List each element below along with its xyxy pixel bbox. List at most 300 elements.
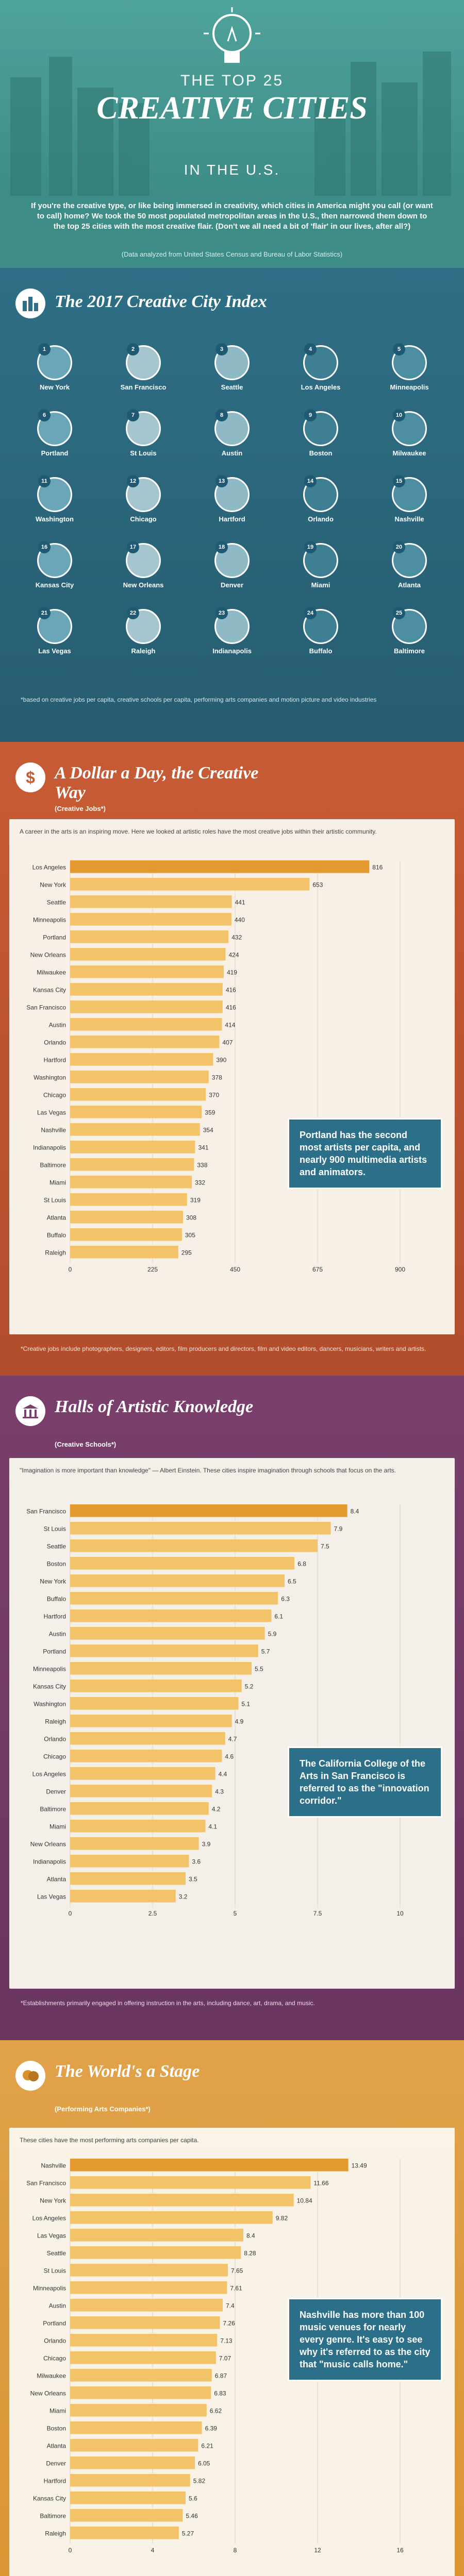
value-label: 7.5 (321, 1543, 329, 1550)
rank-badge: 1 (38, 343, 51, 355)
value-label: 407 (222, 1039, 233, 1046)
bar (70, 1088, 206, 1100)
index-footnote: *based on creative jobs per capita, creative schools per capita, performing arts companies and motion picture and video industries (21, 696, 377, 703)
value-label: 4.2 (211, 1805, 221, 1813)
bar (70, 2474, 190, 2486)
bar (70, 1715, 232, 1727)
category-label: New York (40, 1578, 66, 1585)
stage-callout: Nashville has more than 100 music venues for nearly every genre. It's easy to see why it's referred to as the city that "music calls home." (288, 2298, 442, 2381)
category-label: Las Vegas (37, 2232, 66, 2240)
category-label: Portland (43, 934, 66, 941)
bar (70, 2211, 273, 2224)
x-tick-label: 10 (396, 1910, 404, 1917)
bar (70, 1645, 258, 1657)
dollar-icon: $ (15, 762, 45, 792)
bar (70, 2439, 198, 2451)
bar (70, 1228, 182, 1241)
bar (70, 1001, 223, 1013)
rank-badge: 17 (127, 541, 139, 553)
city-name: Boston (309, 449, 333, 457)
city-name: Miami (311, 581, 330, 589)
city-index-item (382, 543, 437, 589)
dollar-panel (9, 819, 455, 1334)
value-label: 4.1 (208, 1823, 218, 1831)
category-label: Raleigh (45, 2530, 66, 2537)
city-name: Milwaukee (392, 449, 426, 457)
value-label: 5.9 (268, 1630, 277, 1638)
x-tick-label: 2.5 (148, 1910, 157, 1917)
category-label: Atlanta (46, 1214, 66, 1222)
category-label: Nashville (41, 2162, 66, 2170)
value-label: 419 (226, 969, 237, 976)
category-label: Chicago (43, 1753, 66, 1760)
category-label: New York (40, 881, 66, 889)
value-label: 6.05 (198, 2460, 210, 2467)
category-label: Minneapolis (32, 916, 66, 924)
bar (70, 1557, 294, 1569)
value-label: 3.2 (178, 1893, 188, 1901)
bar (70, 913, 231, 925)
value-label: 7.07 (219, 2354, 231, 2362)
stage-section (0, 2040, 464, 2576)
bar (70, 2334, 217, 2346)
bar (70, 930, 228, 943)
value-label: 8.4 (246, 2232, 255, 2240)
bar (70, 2351, 216, 2364)
city-name: New Orleans (123, 581, 164, 589)
category-label: Baltimore (40, 2512, 66, 2520)
hero-title: CREATIVE CITIES (96, 91, 368, 126)
value-label: 7.65 (231, 2267, 243, 2275)
bar (70, 1176, 192, 1188)
halls-panel (9, 1458, 455, 1989)
halls-callout: The California College of the Arts in San Francisco is referred to as the "innovation corridor." (288, 1747, 442, 1818)
city-name: Denver (220, 581, 244, 589)
category-label: Las Vegas (37, 1109, 66, 1116)
value-label: 6.21 (201, 2442, 213, 2450)
bar (70, 2316, 220, 2329)
rank-badge: 4 (304, 343, 317, 355)
value-label: 8.4 (350, 1507, 359, 1515)
category-label: Milwaukee (37, 969, 66, 976)
rank-badge: 20 (393, 541, 405, 553)
category-label: St Louis (43, 2267, 66, 2275)
value-label: 5.5 (255, 1665, 263, 1673)
bar (70, 1732, 225, 1744)
category-label: Washington (34, 1074, 66, 1081)
value-label: 6.5 (288, 1578, 296, 1585)
bar (70, 2264, 228, 2276)
bar (70, 1574, 285, 1587)
category-label: St Louis (43, 1196, 66, 1204)
dollar-title: A Dollar a Day, the Creative Way (55, 764, 259, 802)
category-label: Hartford (43, 2477, 66, 2485)
value-label: 305 (185, 1231, 195, 1239)
category-label: Atlanta (46, 2442, 66, 2450)
value-label: 308 (186, 1214, 197, 1222)
bar (70, 878, 309, 890)
bar (70, 1767, 216, 1780)
city-index-item (382, 345, 437, 391)
city-name: San Francisco (120, 383, 167, 391)
column-building-icon (15, 1396, 45, 1426)
value-label: 7.26 (223, 2319, 235, 2327)
rank-badge: 7 (127, 409, 139, 421)
bar (70, 1872, 186, 1885)
city-index-item (204, 411, 260, 457)
bar (70, 1211, 183, 1223)
creative-jobs-chart (9, 855, 455, 1309)
dollar-subtitle: (Creative Jobs*) (55, 805, 106, 812)
category-label: Seattle (46, 899, 66, 906)
value-label: 13.49 (351, 2162, 367, 2170)
category-label: St Louis (43, 1525, 66, 1533)
bar (70, 2159, 349, 2171)
bar (70, 1855, 189, 1867)
city-name: Baltimore (394, 647, 425, 655)
category-label: Miami (49, 2407, 66, 2415)
x-tick-label: 16 (396, 2547, 404, 2554)
rank-badge: 24 (304, 607, 317, 619)
hero-line-top: THE TOP 25 (180, 72, 284, 89)
bar (70, 1627, 265, 1639)
category-label: Portland (43, 2319, 66, 2327)
category-label: Indianapolis (32, 1858, 66, 1866)
rank-badge: 12 (127, 475, 139, 487)
bar (70, 1609, 271, 1622)
value-label: 332 (195, 1179, 206, 1187)
bar (70, 1890, 176, 1902)
value-label: 816 (372, 863, 383, 871)
rank-badge: 19 (304, 541, 317, 553)
value-label: 5.46 (186, 2512, 198, 2520)
stage-title: The World's a Stage (55, 2062, 200, 2081)
value-label: 416 (225, 986, 236, 994)
value-label: 653 (312, 881, 323, 889)
category-label: Denver (46, 1788, 66, 1795)
city-index-item (27, 345, 82, 391)
value-label: 441 (235, 899, 245, 906)
bar (70, 2404, 207, 2416)
value-label: 6.83 (214, 2389, 226, 2397)
bar (70, 2194, 294, 2206)
category-label: Chicago (43, 1091, 66, 1099)
hero-intro: If you're the creative type, or like being immersed in creativity, which cities in America might you call (or want to call) home? We took the 50 most populated metropolitan areas in the U.S., then narrowed them down to the top 25 cities with the most creative flair. (Don't we all need a bit of 'flair' in our lives, after all?) (31, 201, 433, 231)
city-index-item (115, 345, 171, 391)
city-index-item (293, 477, 349, 523)
value-label: 359 (205, 1109, 216, 1116)
halls-subtitle: (Creative Schools*) (55, 1440, 117, 1448)
x-tick-label: 0 (68, 2547, 72, 2554)
category-label: Seattle (46, 2249, 66, 2257)
value-label: 5.7 (261, 1648, 270, 1655)
category-label: Seattle (46, 1543, 66, 1550)
bar (70, 1820, 205, 1832)
city-index-item (204, 609, 260, 655)
category-label: Los Angeles (32, 863, 66, 871)
bar (70, 1193, 187, 1206)
category-label: San Francisco (26, 1004, 66, 1011)
value-label: 7.9 (334, 1525, 343, 1533)
rank-badge: 21 (38, 607, 51, 619)
x-tick-label: 8 (233, 2547, 237, 2554)
city-index-item (115, 411, 171, 457)
city-index-item (293, 609, 349, 655)
bar (70, 1036, 219, 1048)
x-tick-label: 900 (394, 1266, 406, 1273)
rank-badge: 9 (304, 409, 317, 421)
city-index-grid (10, 345, 454, 675)
category-label: Kansas City (32, 2495, 66, 2502)
dollar-callout: Portland has the second most artists per capita, and nearly 900 multimedia artists and animators. (288, 1118, 442, 1189)
intro-section (0, 196, 464, 268)
bar (70, 1802, 209, 1815)
category-label: Austin (48, 1630, 66, 1638)
x-tick-label: 0 (68, 1266, 72, 1273)
value-label: 5.1 (241, 1700, 251, 1708)
x-tick-label: 225 (147, 1266, 158, 1273)
city-name: Nashville (394, 515, 424, 523)
value-label: 295 (181, 1249, 192, 1257)
x-tick-label: 0 (68, 1910, 72, 1917)
bar (70, 2421, 202, 2434)
value-label: 4.7 (228, 1735, 237, 1743)
bar (70, 1697, 238, 1709)
category-label: Baltimore (40, 1805, 66, 1813)
rank-badge: 22 (127, 607, 139, 619)
x-tick-label: 5 (233, 1910, 237, 1917)
halls-title: Halls of Artistic Knowledge (55, 1397, 254, 1416)
bar (70, 965, 224, 978)
city-name: Chicago (130, 515, 157, 523)
bar (70, 1522, 331, 1534)
x-tick-label: 675 (312, 1266, 323, 1273)
x-tick-label: 12 (314, 2547, 321, 2554)
city-index-item (27, 411, 82, 457)
category-label: Raleigh (45, 1249, 66, 1257)
dollar-section (0, 742, 464, 1376)
value-label: 10.84 (296, 2197, 312, 2205)
category-label: Orlando (44, 2337, 66, 2345)
value-label: 6.87 (214, 2372, 227, 2380)
city-name: Los Angeles (301, 383, 341, 391)
bar (70, 2492, 186, 2504)
rank-badge: 23 (216, 607, 228, 619)
halls-footnote: *Establishments primarily engaged in offering instruction in the arts, including dance, art, drama, and music. (21, 1999, 315, 2007)
value-label: 5.6 (189, 2495, 197, 2502)
value-label: 7.13 (220, 2337, 233, 2345)
city-name: Hartford (219, 515, 245, 523)
city-name: Washington (36, 515, 74, 523)
value-label: 5.82 (193, 2477, 206, 2485)
bar (70, 2509, 183, 2521)
category-label: Buffalo (46, 1595, 66, 1603)
value-label: 4.6 (225, 1753, 234, 1760)
category-label: Portland (43, 1648, 66, 1655)
value-label: 4.9 (235, 1718, 244, 1725)
category-label: New York (40, 2197, 66, 2205)
category-label: Buffalo (46, 1231, 66, 1239)
bar (70, 1158, 194, 1171)
category-label: Minneapolis (32, 1665, 66, 1673)
city-index-item (204, 345, 260, 391)
value-label: 4.3 (215, 1788, 224, 1795)
value-label: 440 (234, 916, 245, 924)
rank-badge: 5 (393, 343, 405, 355)
city-name: Raleigh (131, 647, 156, 655)
value-label: 6.8 (297, 1560, 306, 1568)
halls-intro: "Imagination is more important than knowledge" — Albert Einstein. These cities inspire imagination through schools that focus on the arts. (20, 1467, 396, 1474)
category-label: Nashville (41, 1126, 66, 1134)
city-index-item (293, 543, 349, 589)
index-title: The 2017 Creative City Index (55, 292, 267, 311)
category-label: Miami (49, 1179, 66, 1187)
bar (70, 1539, 318, 1552)
city-index-item (382, 411, 437, 457)
value-label: 4.4 (218, 1770, 227, 1778)
category-label: San Francisco (26, 1507, 66, 1515)
category-label: Raleigh (45, 1718, 66, 1725)
x-tick-label: 4 (151, 2547, 155, 2554)
value-label: 3.5 (189, 1875, 197, 1883)
bar (70, 2229, 243, 2241)
city-name: Las Vegas (38, 647, 71, 655)
bar (70, 2369, 212, 2381)
value-label: 9.82 (275, 2214, 288, 2222)
value-label: 319 (190, 1196, 201, 1204)
city-name: New York (39, 383, 70, 391)
bar (70, 1785, 212, 1797)
category-label: Milwaukee (37, 2372, 66, 2380)
rank-badge: 14 (304, 475, 317, 487)
city-name: Orlando (308, 515, 334, 523)
bar (70, 1071, 209, 1083)
bar (70, 1837, 199, 1850)
category-label: Indianapolis (32, 1144, 66, 1151)
value-label: 378 (211, 1074, 222, 1081)
city-index-item (27, 477, 82, 523)
category-label: Hartford (43, 1613, 66, 1620)
bar (70, 2386, 211, 2399)
city-index-item (293, 411, 349, 457)
value-label: 8.28 (244, 2249, 256, 2257)
category-label: Orlando (44, 1735, 66, 1743)
city-name: Portland (41, 449, 69, 457)
halls-section (0, 1376, 464, 2040)
value-label: 6.1 (274, 1613, 284, 1620)
rank-badge: 16 (38, 541, 51, 553)
category-label: Washington (34, 1700, 66, 1708)
category-label: Miami (49, 1823, 66, 1831)
city-index-item (204, 543, 260, 589)
category-label: San Francisco (26, 2179, 66, 2187)
stage-panel (9, 2128, 455, 2576)
city-skyline-icon (15, 289, 45, 318)
bar (70, 2246, 241, 2259)
bar (70, 1018, 222, 1030)
value-label: 7.4 (226, 2302, 235, 2310)
value-label: 416 (225, 1004, 236, 1011)
bar (70, 2299, 223, 2311)
value-label: 354 (203, 1126, 213, 1134)
city-index-item (115, 543, 171, 589)
rank-badge: 10 (393, 409, 405, 421)
city-name: Minneapolis (390, 383, 429, 391)
bar (70, 895, 232, 908)
x-tick-label: 450 (229, 1266, 241, 1273)
bar (70, 1662, 252, 1674)
city-name: Buffalo (309, 647, 333, 655)
value-label: 432 (231, 934, 242, 941)
theater-masks-icon (15, 2061, 45, 2091)
x-tick-label: 7.5 (313, 1910, 322, 1917)
value-label: 6.39 (205, 2425, 217, 2432)
city-name: Austin (221, 449, 243, 457)
category-label: Atlanta (46, 1875, 66, 1883)
city-index-item (382, 477, 437, 523)
category-label: New Orleans (30, 2389, 66, 2397)
category-label: Los Angeles (32, 1770, 66, 1778)
hero-source-note: (Data analyzed from United States Census and Bureau of Labor Statistics) (121, 250, 343, 258)
category-label: Boston (46, 2425, 66, 2432)
category-label: Las Vegas (37, 1893, 66, 1901)
bar (70, 1592, 278, 1604)
category-label: Chicago (43, 2354, 66, 2362)
creative-schools-chart (9, 1499, 455, 1963)
category-label: Los Angeles (32, 2214, 66, 2222)
rank-badge: 2 (127, 343, 139, 355)
value-label: 11.66 (313, 2179, 329, 2187)
hero-section (0, 0, 464, 196)
bar (70, 1680, 242, 1692)
bar (70, 1123, 200, 1136)
category-label: Austin (48, 2302, 66, 2310)
bar (70, 1053, 213, 1065)
category-label: Denver (46, 2460, 66, 2467)
city-name: Atlanta (397, 581, 421, 589)
value-label: 341 (198, 1144, 209, 1151)
bar (70, 1750, 222, 1762)
bar (70, 1246, 178, 1258)
rank-badge: 8 (216, 409, 228, 421)
stage-subtitle: (Performing Arts Companies*) (55, 2105, 151, 2113)
bar (70, 2456, 195, 2469)
bar (70, 1504, 347, 1517)
stage-intro: These cities have the most performing arts companies per capita. (20, 2137, 199, 2144)
value-label: 414 (225, 1021, 236, 1029)
bar (70, 2527, 179, 2539)
city-index-item (27, 609, 82, 655)
hero-line-bottom: IN THE U.S. (184, 162, 280, 178)
city-name: St Louis (130, 449, 157, 457)
value-label: 370 (209, 1091, 220, 1099)
category-label: Kansas City (32, 1683, 66, 1690)
value-label: 424 (228, 951, 239, 959)
category-label: Kansas City (32, 986, 66, 994)
value-label: 5.27 (181, 2530, 194, 2537)
category-label: Baltimore (40, 1161, 66, 1169)
rank-badge: 11 (38, 475, 51, 487)
category-label: Orlando (44, 1039, 66, 1046)
bar (70, 1141, 195, 1153)
category-label: Austin (48, 1021, 66, 1029)
rank-badge: 6 (38, 409, 51, 421)
value-label: 5.2 (244, 1683, 254, 1690)
value-label: 3.9 (202, 1840, 211, 1848)
rank-badge: 25 (393, 607, 405, 619)
rank-badge: 15 (393, 475, 405, 487)
category-label: New Orleans (30, 951, 66, 959)
